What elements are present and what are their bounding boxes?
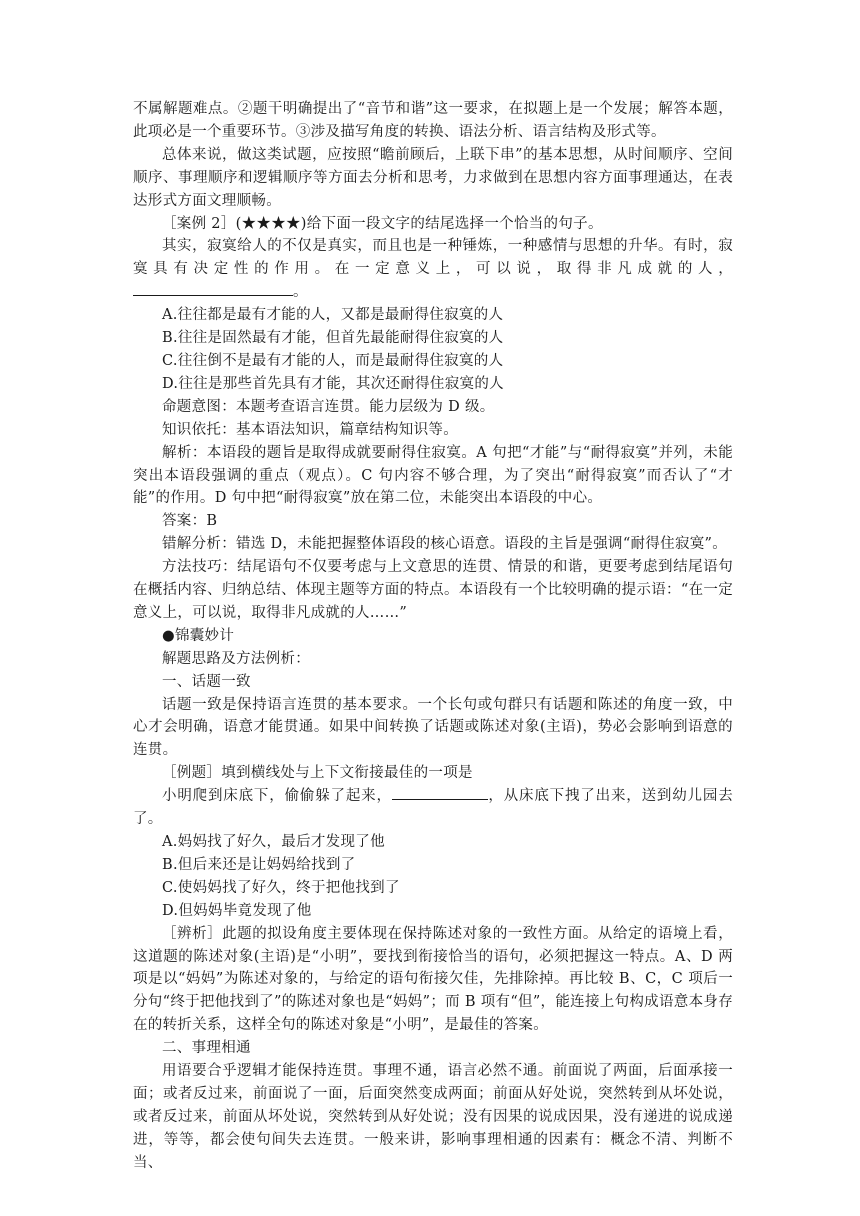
example-option-a: A.妈妈找了好久，最后才发现了他 (162, 834, 385, 850)
example-option-c: C.使妈妈找了好久，终于把他找到了 (162, 879, 400, 896)
tips-subheading: 解题思路及方法例析： (162, 650, 310, 667)
case2-text-body: 其实，寂寞给人的不仅是真实，而且也是一种锤炼，一种感情与思想的升华。有时，寂寞具有决定性的作用。在一定意义上，可以说，取得非凡成就的人， (133, 238, 733, 278)
example-text-start: 小明爬到床底下，偷偷躲了起来， (162, 788, 392, 805)
example-text-end: ，从床底下拽了出来，送到幼儿园去了。 (133, 788, 733, 828)
case2-title: ［案例 2］(★★★★)给下面一段文字的结尾选择一个恰当的句子。 (162, 215, 603, 232)
method-tips: 方法技巧：结尾语句不仅要考虑与上文意思的连贯、情景的和谐，更要考虑到结尾语句在概括内容、归纳总结、体现主题等方面的特点。本语段有一个比较明确的提示语：“在一定意义上，可以说，取得非凡成就的人……” (133, 559, 733, 621)
fill-in-blank (392, 785, 488, 800)
case2-option-a: A.往往都是最有才能的人，又都是最耐得住寂寞的人 (162, 307, 504, 324)
case2-option-d: D.往往是那些首先具有才能，其次还耐得住寂寞的人 (162, 375, 504, 392)
section2-text: 用语要合乎逻辑才能保持连贯。事理不通，语言必然不通。前面说了两面，后面承接一面；或者反过来，前面说了一面，后面突然变成两面；前面从好处说，突然转到从坏处说，或者反过来，前面从坏处说，突然转到从好处说；没有因果的说成因果，没有递进的说成递进，等等，都会使句间失去连贯。一般来讲，影响事理相通的因素有：概念不清、判断不当、 (133, 1063, 733, 1171)
answer: 答案：B (162, 513, 218, 530)
paragraph-intro-continued: 不属解题难点。②题干明确提出了“音节和谐”这一要求，在拟题上是一个发展；解答本题，此项必是一个重要环节。③涉及描写角度的转换、语法分析、语言结构及形式等。 (133, 101, 733, 140)
discern: ［辨析］此题的拟设角度主要体现在保持陈述对象的一致性方面。从给定的语境上看，这道题的陈述对象(主语)是“小明”，要找到衔接恰当的语句，必须把握这一特点。A、D 两项是以“妈妈”为陈述对象的，与给定的语句衔接欠佳，先排除掉。再比较 B、C，C 项后一分句“终于把他找到了”的陈述对象也是“妈妈”；而 B 项有“但”，能连接上句构成语意本身存在的转折关系，这样全句的陈述对象是“小明”，是最佳的答案。 (133, 925, 733, 1034)
case2-text-end: 。 (293, 284, 308, 301)
tips-heading: ●锦囊妙计 (162, 627, 235, 644)
section1-text: 话题一致是保持语言连贯的基本要求。一个长句或句群只有话题和陈述的角度一致，中心才会明确，语意才能贯通。如果中间转换了话题或陈述对象(主语)，势必会影响到语意的连贯。 (133, 696, 733, 759)
case2-option-b: B.往往是固然最有才能，但首先最能耐得住寂寞的人 (162, 330, 504, 347)
document-page (133, 98, 733, 1175)
section1-title: 一、话题一致 (162, 673, 251, 690)
paragraph-summary: 总体来说，做这类试题，应按照“瞻前顾后，上联下串”的基本思想，从时间顺序、空间顺序、事理顺序和逻辑顺序等方面去分析和思考，力求做到在思想内容方面事理通达，在表达形式方面文理顺畅。 (133, 146, 733, 209)
error-analysis: 错解分析：错选 D，未能把握整体语段的核心语意。语段的主旨是强调“耐得住寂寞”。 (162, 536, 728, 553)
knowledge-basis: 知识依托：基本语法知识，篇章结构知识等。 (162, 421, 458, 438)
example-option-d: D.但妈妈毕竟发现了他 (162, 902, 312, 919)
example-text (133, 785, 733, 831)
example-title: ［例题］填到横线处与上下文衔接最佳的一项是 (162, 765, 473, 782)
example-option-b: B.但后来还是让妈妈给找到了 (162, 856, 356, 873)
fill-in-blank (133, 281, 293, 296)
section2-title: 二、事理相通 (162, 1040, 251, 1057)
case2-option-c: C.往往倒不是最有才能的人，而是最耐得住寂寞的人 (162, 352, 504, 369)
proposition-intent: 命题意图：本题考查语言连贯。能力层级为 D 级。 (162, 398, 495, 415)
analysis: 解析：本语段的题旨是取得成就要耐得住寂寞。A 句把“才能”与“耐得寂寞”并列，未能突出本语段强调的重点（观点）。C 句内容不够合理，为了突出“耐得寂寞”而否认了“才能”的作用。D 句中把“耐得寂寞”放在第二位，未能突出本语段的中心。 (133, 444, 733, 507)
case2-text (133, 235, 733, 304)
